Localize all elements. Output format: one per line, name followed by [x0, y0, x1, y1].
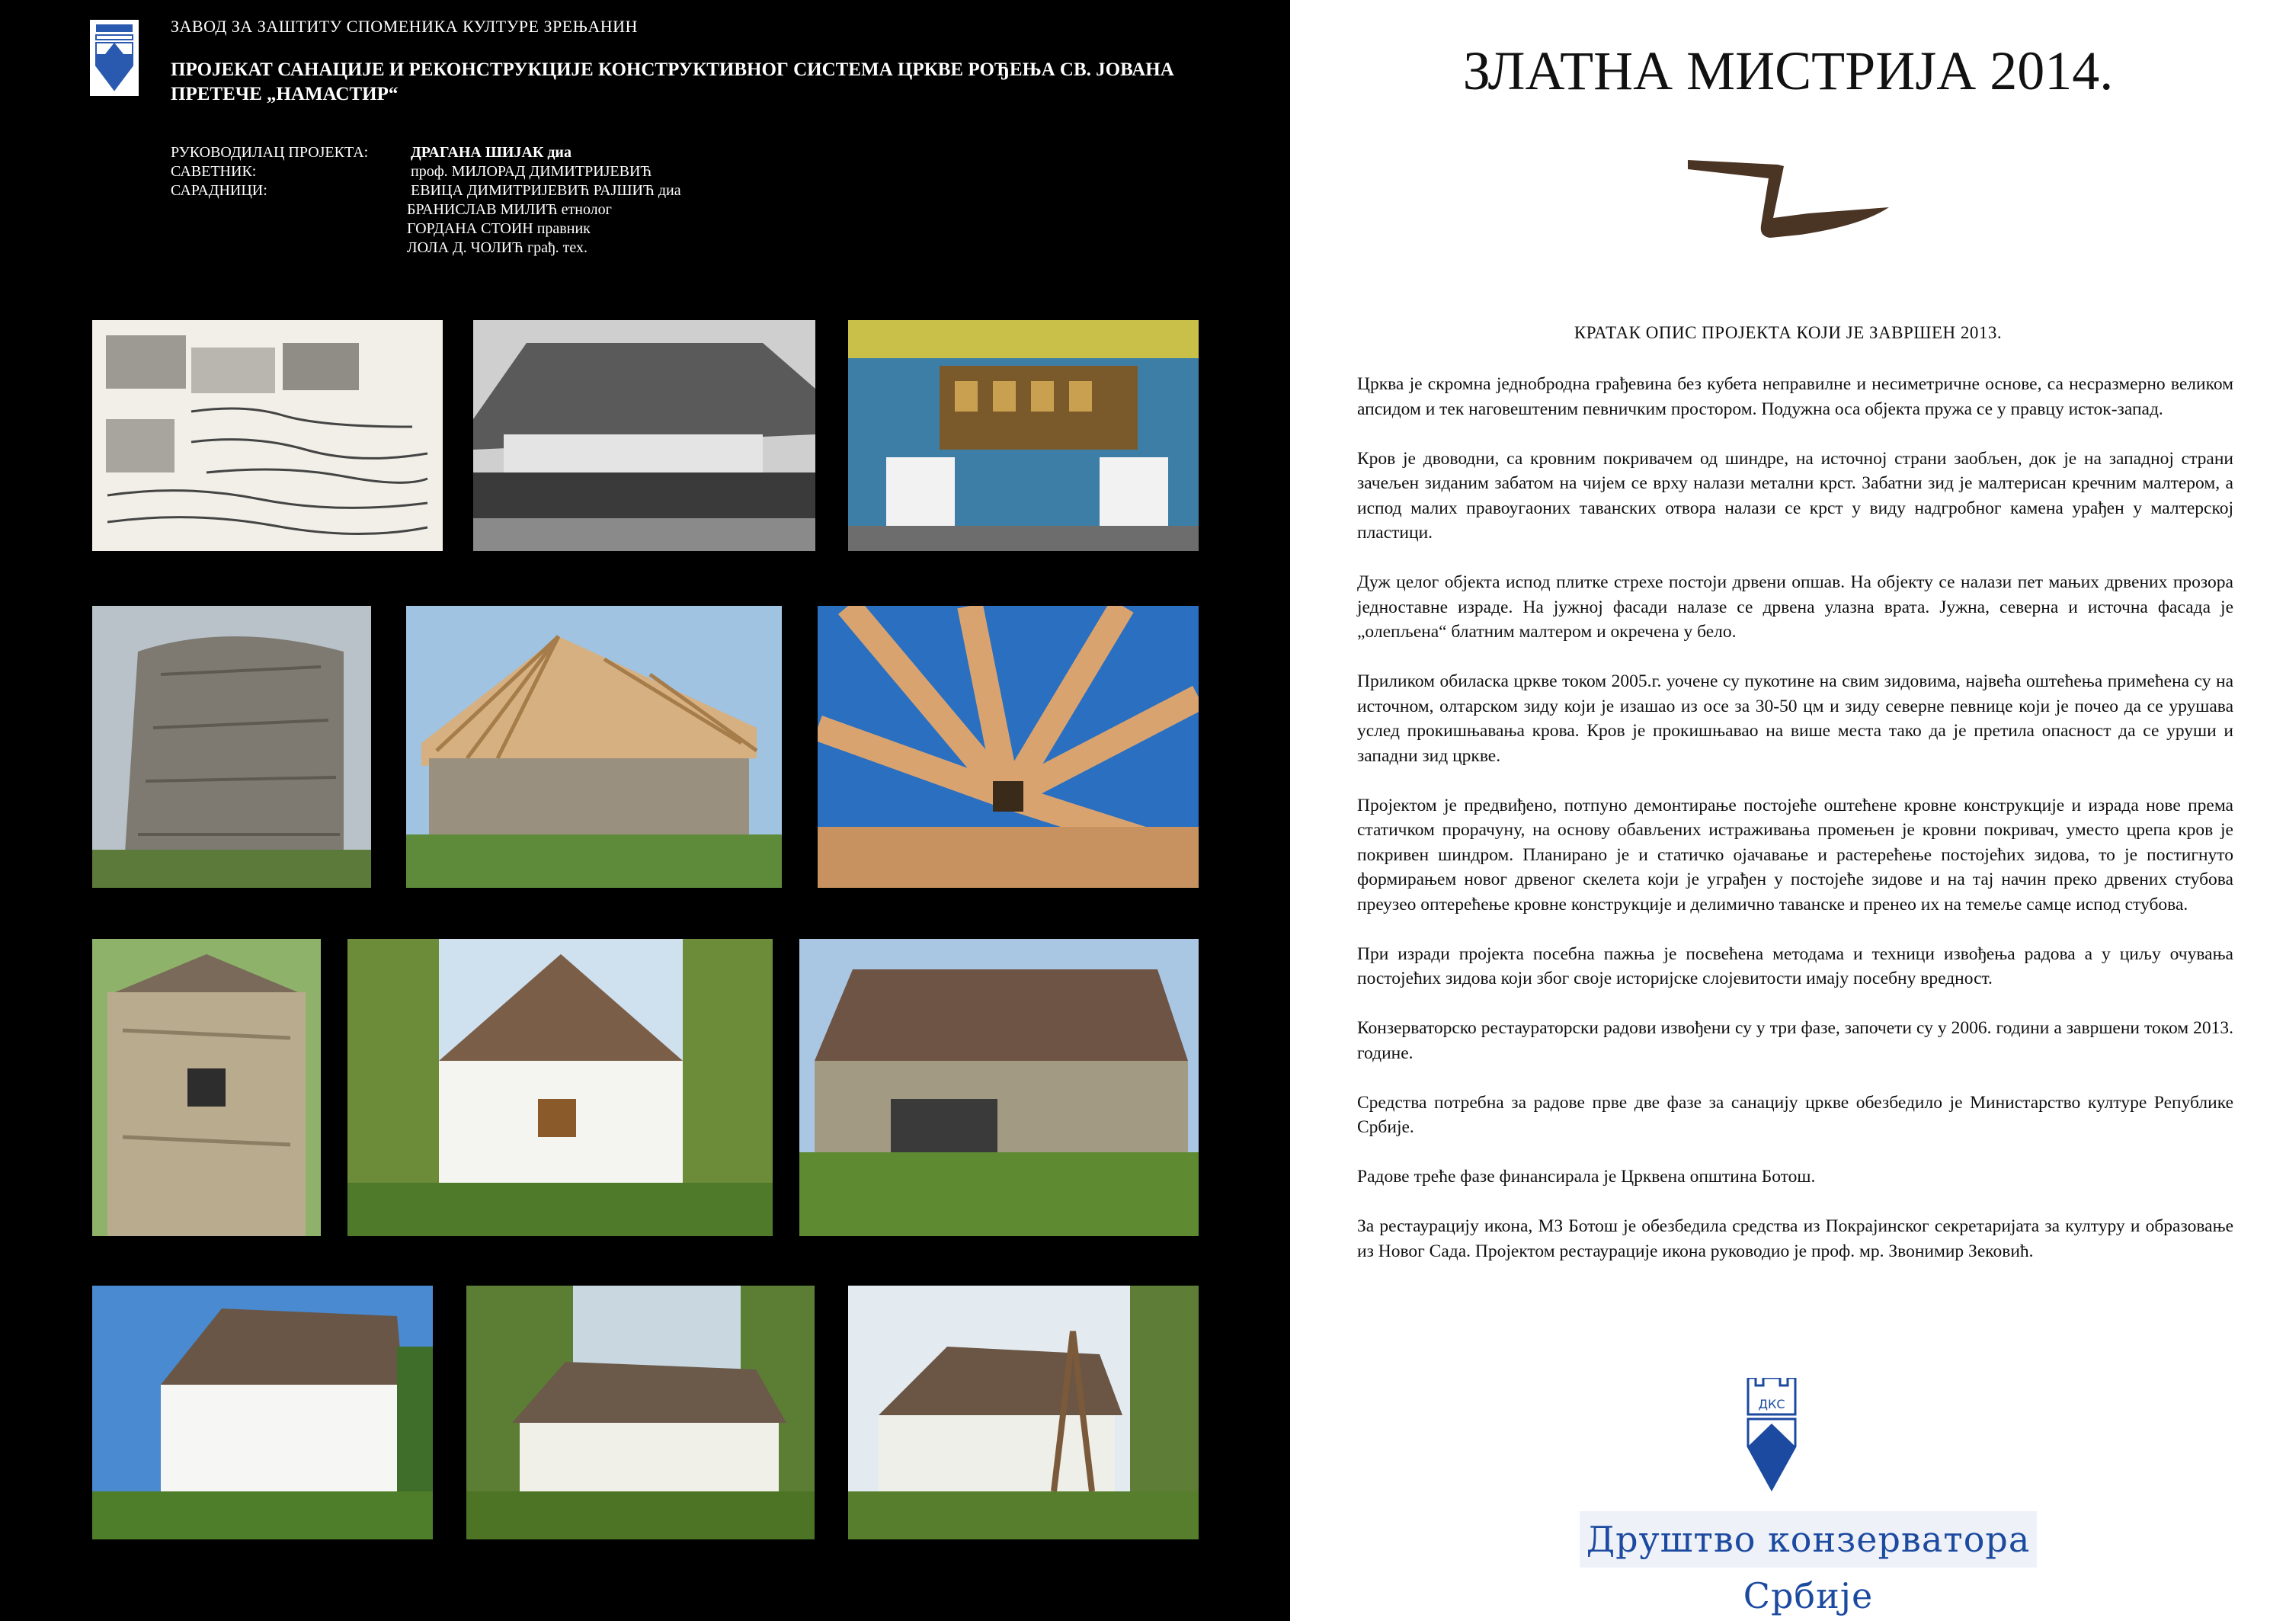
associate-name: ЛОЛА Д. ЧОЛИЋ грађ. тех.: [407, 239, 588, 256]
description-paragraph: Средства потребна за радове прве две фазе за санацију цркве обезбедило је Министарство културе Републике Србије.: [1357, 1092, 2233, 1137]
project-title: ПРОЈЕКАТ САНАЦИЈЕ И РЕКОНСТРУКЦИЈЕ КОНСТРУКТИВНОГ СИСТЕМА ЦРКВЕ РОЂЕЊА СВ. ЈОВАНА ПРЕТЕЧЕ „НАМАСТИР“: [171, 59, 1174, 104]
advisor-role: САВЕТНИК:: [171, 163, 257, 180]
description-paragraph: Конзерваторско рестаураторски радови извођени су у три фазе, започети су у 2006. години а завршени током 2013. године.: [1357, 1018, 2233, 1063]
description-paragraph: Кров је двоводни, са кровним покривачем од шиндре, на источној страни заобљен, док је на западној страни зачељен зиданим забатом на чијем се врху налази метални крст. Забатни зид је малтерисан кречним малтером, а испод малих правоугаоних таванских отвора налази се крст у виду надгробног камена урађен у малтерској пластици.: [1357, 448, 2233, 543]
photo-apse-plaster: [92, 939, 321, 1236]
description-heading: КРАТАК ОПИС ПРОЈЕКТА КОЈИ ЈЕ ЗАВРШЕН 2013.: [1574, 323, 2003, 342]
award-title: ЗЛАТНА МИСТРИЈА 2014.: [1462, 40, 2114, 101]
description-paragraph: За рестаурацију икона, МЗ Ботош је обезбедила средства из Покрајинског секретаријата за културу и образовање из Новог Сада. Пројектом рестаурације икона руководио је проф. мр. Звонимир Зековић.: [1357, 1216, 2233, 1261]
photo-rounded-apse: [347, 939, 773, 1236]
photo-church-gable: [92, 1286, 433, 1539]
photo-church-with-people: [799, 939, 1199, 1236]
photo-historic-postcard: [92, 320, 443, 551]
photo-church-interior: [848, 320, 1199, 551]
society-name: Друштво конзерватора Србије: [1580, 1511, 2037, 1568]
description-text: [1357, 372, 2233, 1289]
right-panel: [1290, 0, 2286, 1621]
photo-church-trees: [466, 1286, 815, 1539]
photo-damaged-apse: [92, 606, 371, 888]
manager-name: ДРАГАНА ШИЈАК диа: [411, 144, 572, 161]
photo-church-bell-tower: [848, 1286, 1199, 1539]
description-paragraph: Црква је скромна једнобродна грађевина без кубета неправилне и несиметричне основе, са несразмерно великом апсидом и тек наговештеним певничким простором. Подужна оса објекта пружа се у правцу исток-запад.: [1357, 374, 2233, 419]
description-paragraph: Приликом обиласка цркве током 2005.г. уочене су пукотине на свим зидовима, највећа оштећења примећена су на источном, олтарском зиду који је изашао из осе за 30-50 цм и зиду северне певнице који је почео да се урушава услед прокишњавања крова. Кров је прокишњавао на више места тако да је претила опасност да се уруши и западни зид цркве.: [1357, 671, 2233, 766]
photo-historic-church: [473, 320, 815, 551]
associate-name: ЕВИЦА ДИМИТРИЈЕВИЋ РАЈШИЋ диа: [411, 182, 681, 199]
institution-name: ЗАВОД ЗА ЗАШТИТУ СПОМЕНИКА КУЛТУРЕ ЗРЕЊАНИН: [171, 17, 638, 36]
institution-logo: [90, 20, 139, 96]
photo-roof-framework: [818, 606, 1199, 888]
description-paragraph: Радове треће фазе финансирала је Црквена општина Ботош.: [1357, 1167, 1816, 1187]
manager-role: РУКОВОДИЛАЦ ПРОЈЕКТА:: [171, 144, 369, 161]
dks-logo: [1745, 1378, 1798, 1492]
description-paragraph: Дуж целог објекта испод плитке стрехе постоји дрвени опшав. На објекту се налази пет мањих дрвених прозора једноставне израде. На јужној фасади налазе се дрвена улазна врата. Јужна, северна и источна фасада је „олепљена“ блатним малтером и окречена у бело.: [1357, 572, 2233, 642]
trowel-icon: [1686, 152, 1892, 244]
description-paragraph: Пројектом је предвиђено, потпуно демонтирање постојеће оштећене кровне конструкције и израда нове према статичком прорачуну, на основу обављених истраживања промењен је кровни покривач, уместо црепа кров је покривен шиндром. Планирано је и статичко ојачавање и растерећење постојећих зидова, то је постигнуто формирањем новог дрвеног скелета који је уграђен у постојеће зидове и на тај начин преко дрвених стубова преузео оптерећење кровне конструкције и делимично таванске и пренео их на темеље самце испод стубова.: [1357, 795, 2233, 915]
photo-roof-construction: [406, 606, 782, 888]
description-paragraph: При изради пројекта посебна пажња је посвећена методама и техници извођења радова а у циљу очувања постојећих зидова који због своје историјске слојевитости имају посебну вредност.: [1357, 943, 2233, 988]
dks-logo-letters: ДКС: [1758, 1397, 1785, 1411]
advisor-name: проф. МИЛОРАД ДИМИТРИЈЕВИЋ: [411, 163, 652, 180]
associate-name: ГОРДАНА СТОИН правник: [407, 220, 591, 237]
associate-name: БРАНИСЛАВ МИЛИЋ етнолог: [407, 201, 612, 218]
associates-role: САРАДНИЦИ:: [171, 182, 267, 199]
